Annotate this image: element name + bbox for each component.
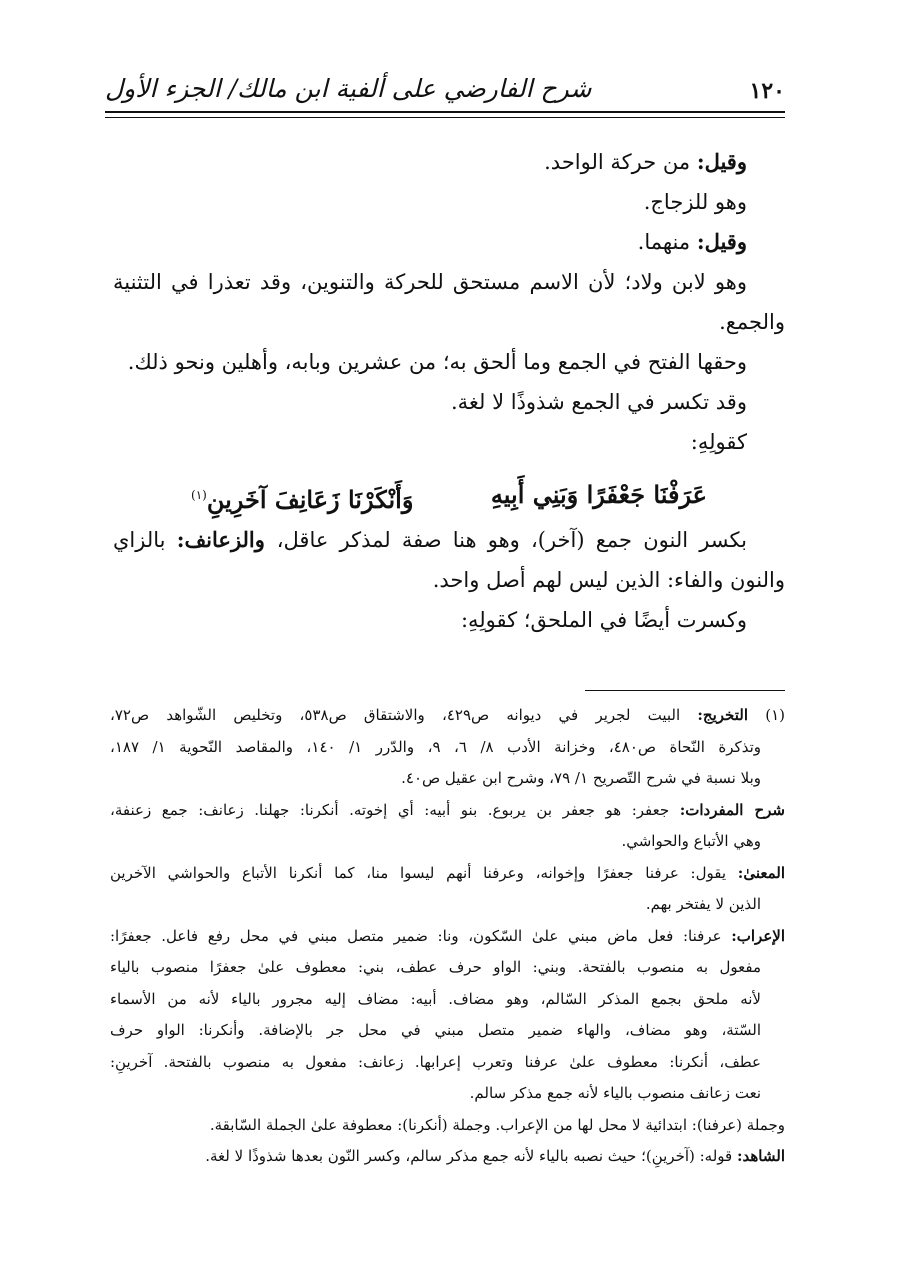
footnote-line: الذين لا يفتخر بهم.: [645, 895, 761, 913]
footnote-line: عطف، أنكرنا: معطوف علىٰ عرفنا وتعرب إعرابها. زعانف: مفعول به منصوب بالفتحة. آخرينِ:: [110, 1052, 761, 1071]
footnote-line: شرح المفردات: جعفر: هو جعفر بن يربوع. بنو أبيه: أي إخوته. أنكرنا: جهلنا. زعانف: جمع زعنفة،: [110, 800, 785, 819]
footnote-line: الإعراب: عرفنا: فعل ماض مبني علىٰ السّكون، ونا: ضمير متصل مبني في محل رفع فاعل. جعفرًا:: [110, 926, 785, 945]
paragraph: وهو للزجاج.: [643, 190, 747, 214]
header-rule-thin: [105, 117, 785, 118]
footnote-line: السّتة، وهو مضاف، والهاء ضمير متصل مبني في محل جر بالإضافة. وأنكرنا: الواو حرف: [110, 1021, 761, 1039]
footnote-line: وتذكرة النّحاة ص٤٨٠، وخزانة الأدب ٨/ ٦، ٩، والدّرر ١/ ١٤٠، والمقاصد النّحوية ١/ ١٨٧،: [110, 737, 761, 756]
footnote-line: وهي الأتباع والحواشي.: [621, 832, 761, 850]
paragraph-line: وهو لابن ولاد؛ لأن الاسم مستحق للحركة والتنوين، وقد تعذرا في التثنية: [113, 270, 747, 294]
footnote-line: المعنىٰ: يقول: عرفنا جعفرًا وإخوانه، وعرفنا أنهم ليسوا منا، كما أنكرنا الأتباع والحواشي الآخرين: [110, 863, 785, 882]
footnote-label: شرح المفردات:: [679, 800, 785, 819]
main-text: [113, 142, 785, 640]
footnote-label: الإعراب:: [731, 926, 785, 945]
running-title: شرح الفارضي على ألفية ابن مالك/ الجزء الأول: [105, 74, 592, 103]
poetry-verse: [113, 462, 785, 520]
footnotes: [110, 700, 785, 1173]
page-number: ١٢٠: [749, 78, 785, 104]
paragraph: وحقها الفتح في الجمع وما ألحق به؛ من عشرين وبابه، وأهلين ونحو ذلك.: [127, 350, 747, 374]
footnote-line: نعت زعانف منصوب بالياء لأنه جمع مذكر سالم.: [469, 1084, 761, 1102]
paragraph-line: بكسر النون جمع (آخر)، وهو هنا صفة لمذكر عاقل، والزعانف: بالزاي: [113, 527, 747, 552]
verse-hemistich-2: وَأَنْكَرْنَا زَعَانِفَ آخَرِينِ$^{(١)}$: [191, 485, 414, 514]
paragraph: وقد تكسر في الجمع شذوذًا لا لغة.: [450, 390, 747, 414]
footnote-label: الشاهد:: [736, 1147, 785, 1165]
paragraph: وكسرت أيضًا في الملحق؛ كقولِهِ:: [460, 608, 747, 632]
footnote-line: وجملة (عرفنا): ابتدائية لا محل لها من الإعراب. وجملة (أنكرنا): معطوفة علىٰ الجملة السّابقة.: [209, 1115, 785, 1134]
footnote-line: (١) التخريج: البيت لجرير في ديوانه ص٤٢٩، والاشتقاق ص٥٣٨، وتخليص الشّواهد ص٧٢،: [110, 706, 785, 724]
paragraph-line: والنون والفاء: الذين ليس لهم أصل واحد.: [432, 568, 785, 592]
footnote-line: الشاهد: قوله: (آخرينِ)؛ حيث نصبه بالياء لأنه جمع مذكر سالم، وكسر النّون بعدها شذوذًا لا لغة.: [205, 1147, 785, 1165]
paragraph: وقيل: من حركة الواحد.: [544, 149, 747, 174]
term-label: وقيل:: [696, 229, 747, 254]
footnote-marker[interactable]: (١): [191, 488, 207, 502]
footnote-separator: [585, 690, 785, 691]
footnote-label: المعنىٰ:: [737, 863, 785, 882]
footnote-line: لأنه ملحق بجمع المذكر السّالم، وهو مضاف. أبيه: مضاف إليه مجرور بالياء لأنه من الأسماء: [110, 989, 761, 1008]
header-rule-thick: [105, 111, 785, 113]
verse-hemistich-1: عَرَفْنَا جَعْفَرًا وَبَنِي أَبِيهِ: [490, 480, 707, 509]
footnote-line: وبلا نسبة في شرح التّصريح ١/ ٧٩، وشرح ابن عقيل ص٤٠.: [401, 769, 761, 787]
page-header: [105, 70, 785, 114]
footnote-number: (١): [765, 706, 785, 724]
paragraph: كقولِهِ:: [690, 430, 747, 454]
paragraph: وقيل: منهما.: [637, 229, 747, 254]
paragraph-line: والجمع.: [719, 310, 785, 334]
term-label: والزعانف:: [176, 527, 277, 552]
term-label: وقيل:: [696, 149, 747, 174]
footnote-label: التخريج:: [697, 706, 748, 724]
footnote-line: مفعول به منصوب بالفتحة. وبني: الواو حرف عطف، بني: معطوف علىٰ جعفرًا منصوب بالياء: [110, 958, 761, 976]
